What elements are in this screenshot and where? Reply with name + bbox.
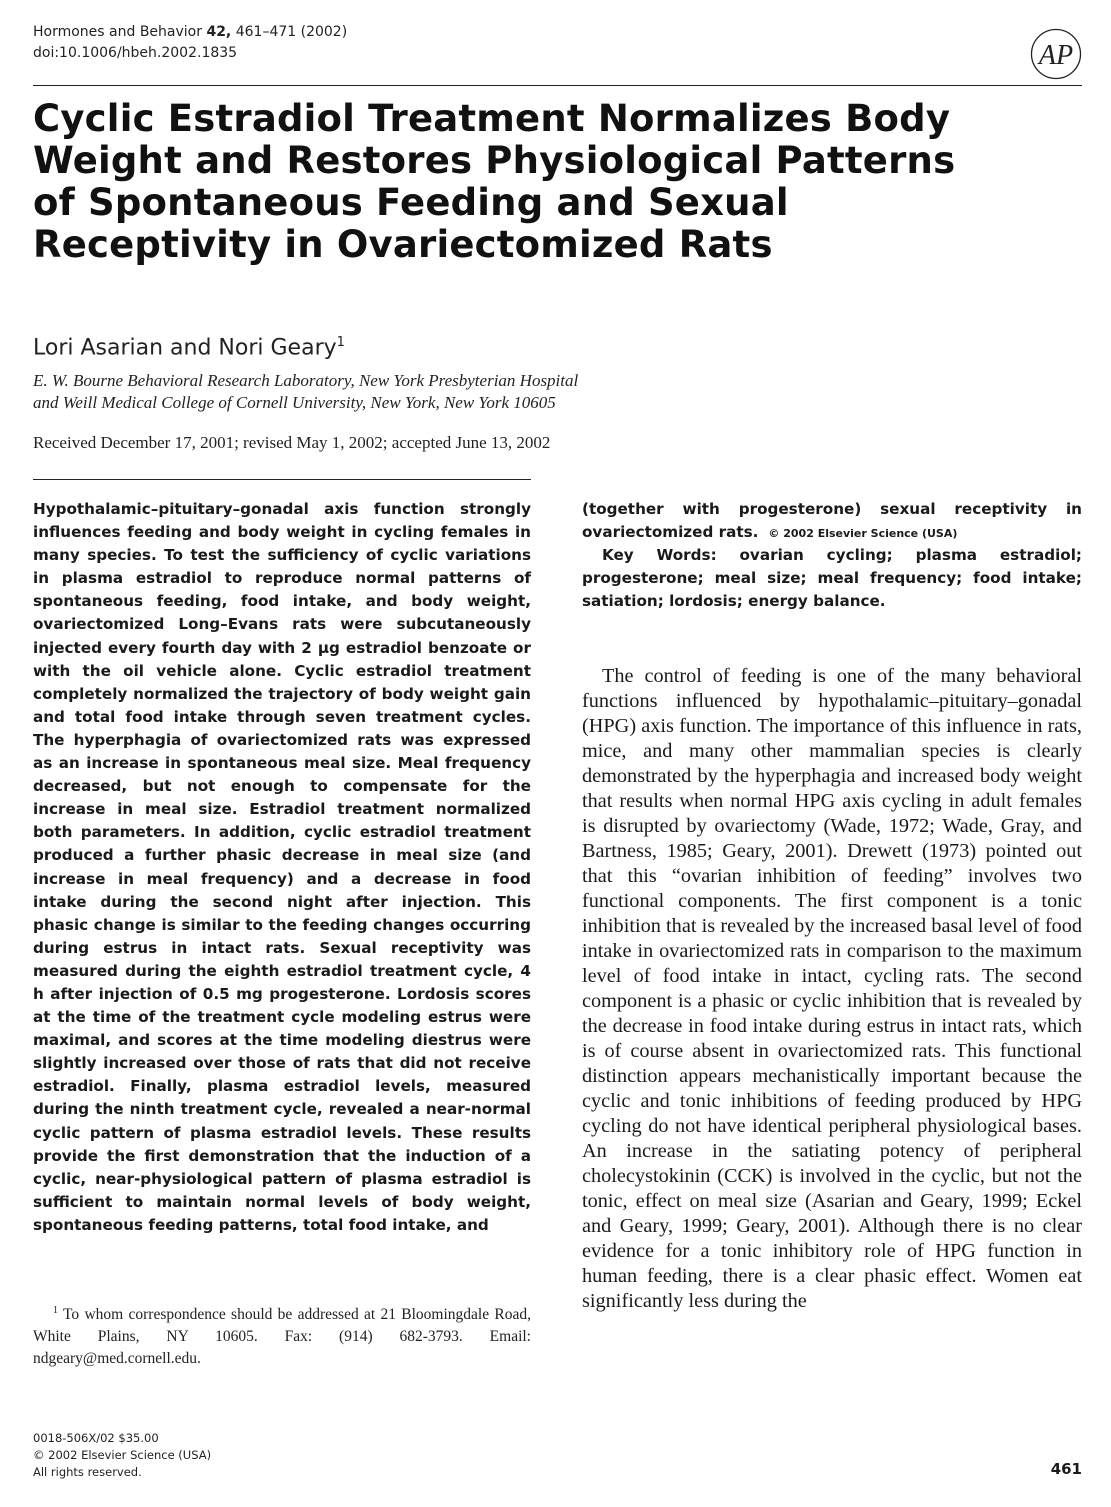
article-title: Cyclic Estradiol Treatment Normalizes Body Weight and Restores Physiological Patterns of Spontaneous Feeding and Sexual Receptivity in Ovariectomized Rats (33, 97, 956, 266)
author-affiliation (33, 370, 733, 414)
affiliation-line-1: E. W. Bourne Behavioral Research Laboratory, New York Presbyterian Hospital (33, 371, 579, 390)
footnote-text: To whom correspondence should be addressed at 21 Bloomingdale Road, White Plains, NY 10605. Fax: (914) 682-3793. Email: ndgeary@med.cornell.edu. (33, 1306, 531, 1368)
journal-citation (33, 22, 347, 42)
footnote-mark: 1 (53, 1305, 58, 1316)
journal-name: Hormones and Behavior (33, 24, 207, 40)
publisher-logo-icon (1030, 28, 1082, 80)
article-authors (33, 335, 345, 360)
key-words: Key Words: ovarian cycling; plasma estradiol; progesterone; meal size; meal frequency; food intake; satiation; lordosis; energy balance. (582, 546, 1082, 611)
publisher-logo-letters: AP (1038, 40, 1074, 71)
abstract-rule (33, 479, 531, 480)
footer-copyright: © 2002 Elsevier Science (USA) (33, 1448, 212, 1462)
abstract-copyright: © 2002 Elsevier Science (USA) (768, 527, 958, 541)
issn-price: 0018-506X/02 $35.00 (33, 1431, 159, 1445)
authors-names: Lori Asarian and Nori Geary (33, 335, 337, 361)
page-number: 461 (1050, 1460, 1082, 1478)
body-paragraph-1: The control of feeding is one of the many behavioral functions influenced by hypothalamic–pituitary–gonadal (HPG) axis function. The importance of this influence in rats, mice, and many other mammalian species is clearly demonstrated by the hyperphagia and increased body weight that results when normal HPG axis cycling in adult females is disrupted by ovariectomy (Wade, 1972; Wade, Gray, and Bartness, 1985; Geary, 2001). Drewett (1973) pointed out that this “ovarian inhibition of feeding” involves two functional components. The first component is a tonic inhibition that is revealed by the increased basal level of food intake in ovariectomized rats in comparison to the maximum level of food intake in intact, cycling rats. The second component is a phasic or cyclic inhibition that is revealed by the decrease in food intake during estrus in intact rats, which is of course absent in ovariectomized rats. This functional distinction appears mechanistically important because the cyclic and tonic inhibitions of feeding produced by HPG cycling do not have identical peripheral physiological bases. An increase in the satiating potency of peripheral cholecystokinin (CCK) is involved in the cyclic, but not the tonic, effect on meal size (Asarian and Geary, 1999; Eckel and Geary, 1999; Geary, 2001). Although there is no clear evidence for a tonic inhibitory role of HPG function in human feeding, there is a clear phasic effect. Women eat significantly less during the (582, 665, 1082, 1312)
header-rule (33, 85, 1082, 86)
footer-rights: All rights reserved. (33, 1465, 142, 1479)
journal-volume: 42, (206, 24, 232, 40)
abstract-part-1: Hypothalamic–pituitary–gonadal axis function strongly influences feeding and body weight in cycling females in many species. To test the sufficiency of cyclic variations in plasma estradiol to reproduce normal patterns of spontaneous feeding, food intake, and body weight, ovariectomized Long–Evans rats were subcutaneously injected every fourth day with 2 μg estradiol benzoate or with the oil vehicle alone. Cyclic estradiol treatment completely normalized the trajectory of body weight gain and total food intake through seven treatment cycles. The hyperphagia of ovariectomized rats was expressed as an increase in spontaneous meal size. Meal frequency decreased, but not enough to compensate for the increase in meal size. Estradiol treatment normalized both parameters. In addition, cyclic estradiol treatment produced a further phasic decrease in meal size (and increase in meal frequency) and a decrease in food intake during the second night after injection. This phasic change is similar to the feeding changes occurring during estrus in intact rats. Sexual receptivity was measured during the eighth estradiol treatment cycle, 4 h after injection of 0.5 mg progesterone. Lordosis scores at the time of the treatment cycle modeling estrus were maximal, and scores at the time modeling diestrus were slightly increased over those of rats that did not receive estradiol. Finally, plasma estradiol levels, measured during the ninth treatment cycle, revealed a near-normal cyclic pattern of plasma estradiol levels. These results provide the first demonstration that the induction of a cyclic, near-physiological pattern of plasma estradiol is sufficient to maintain normal levels of body weight, spontaneous feeding patterns, total food intake, and (33, 500, 531, 1234)
abstract-part-2 (582, 498, 1082, 545)
correspondence-footnote (33, 1300, 531, 1370)
author-footnote-mark: 1 (336, 335, 345, 350)
journal-pages: 461–471 (2002) (231, 24, 348, 40)
abstract-continuation: (together with progesterone) sexual receptivity in ovariectomized rats. (582, 500, 1082, 542)
affiliation-line-2: and Weill Medical College of Cornell University, New York, New York 10605 (33, 393, 556, 412)
received-dates: Received December 17, 2001; revised May 1, 2002; accepted June 13, 2002 (33, 433, 551, 452)
doi: doi:10.1006/hbeh.2002.1835 (33, 45, 238, 61)
